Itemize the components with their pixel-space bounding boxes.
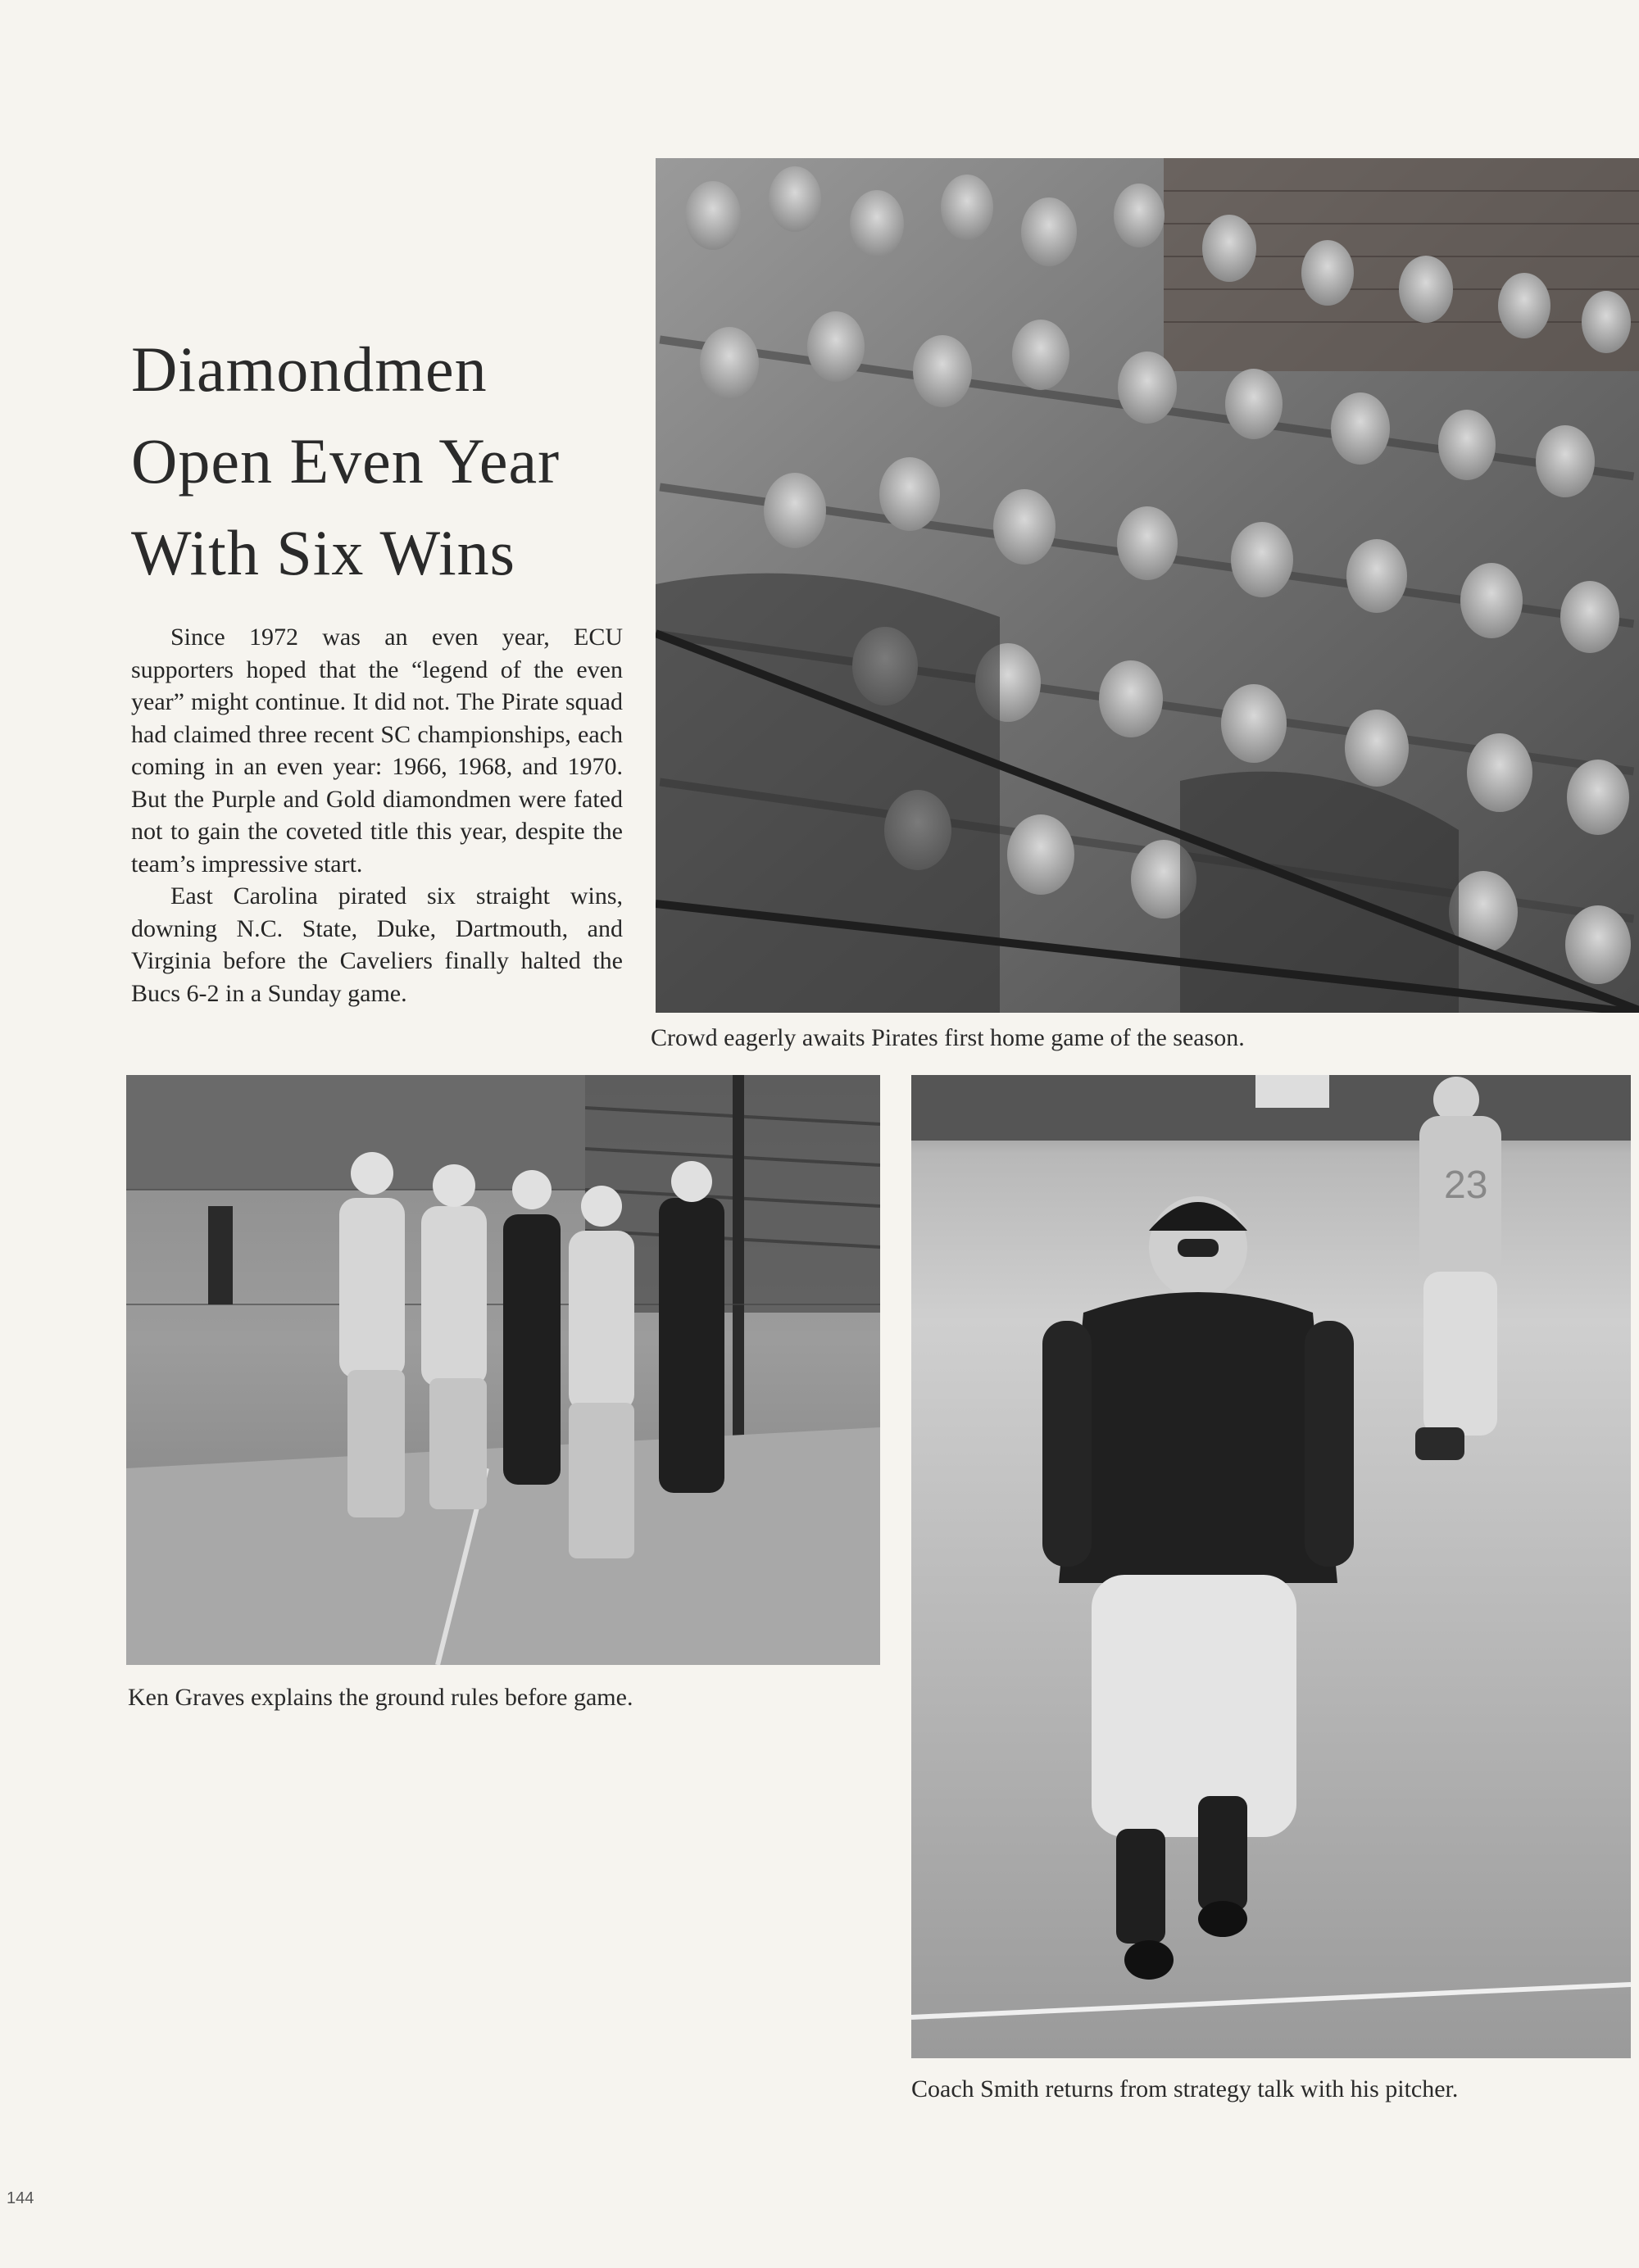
headline-line-3: With Six Wins	[131, 517, 516, 588]
article-paragraph-2: East Carolina pirated six straight wins, downing N.C. State, Duke, Dartmouth, and Virginia before the Caveliers finally halted the Bucs 6-2 in a Sunday game.	[131, 882, 623, 1007]
article-paragraph-1: Since 1972 was an even year, ECU supporters hoped that the “legend of the even year” might continue. It did not. The Pirate squad had claimed three recent SC championships, each coming in an even year: 1966, 1968, and 1970. But the Purple and Gold diamondmen were fated not to gain the coveted title this year, despite the team’s impressive start.	[131, 624, 623, 878]
ground-rules-photo-graphic	[126, 1075, 880, 1665]
page-number: 144	[7, 2189, 34, 2207]
jersey-number: 23	[1444, 1163, 1488, 1207]
coach-photo-graphic	[911, 1075, 1631, 2058]
crowd-photo-caption: Crowd eagerly awaits Pirates first home game of the season.	[651, 1024, 1245, 1051]
crowd-photo-graphic	[656, 158, 1639, 1013]
headline-line-1: Diamondmen	[131, 333, 488, 405]
article-body	[131, 621, 623, 1009]
article-headline	[131, 324, 656, 599]
coach-photo-caption: Coach Smith returns from strategy talk with his pitcher.	[911, 2075, 1459, 2102]
crowd-photo	[656, 158, 1639, 1013]
ground-rules-photo-caption: Ken Graves explains the ground rules before game.	[128, 1684, 633, 1711]
coach-photo	[911, 1075, 1631, 2058]
headline-line-2: Open Even Year	[131, 425, 561, 497]
ground-rules-photo	[126, 1075, 880, 1665]
